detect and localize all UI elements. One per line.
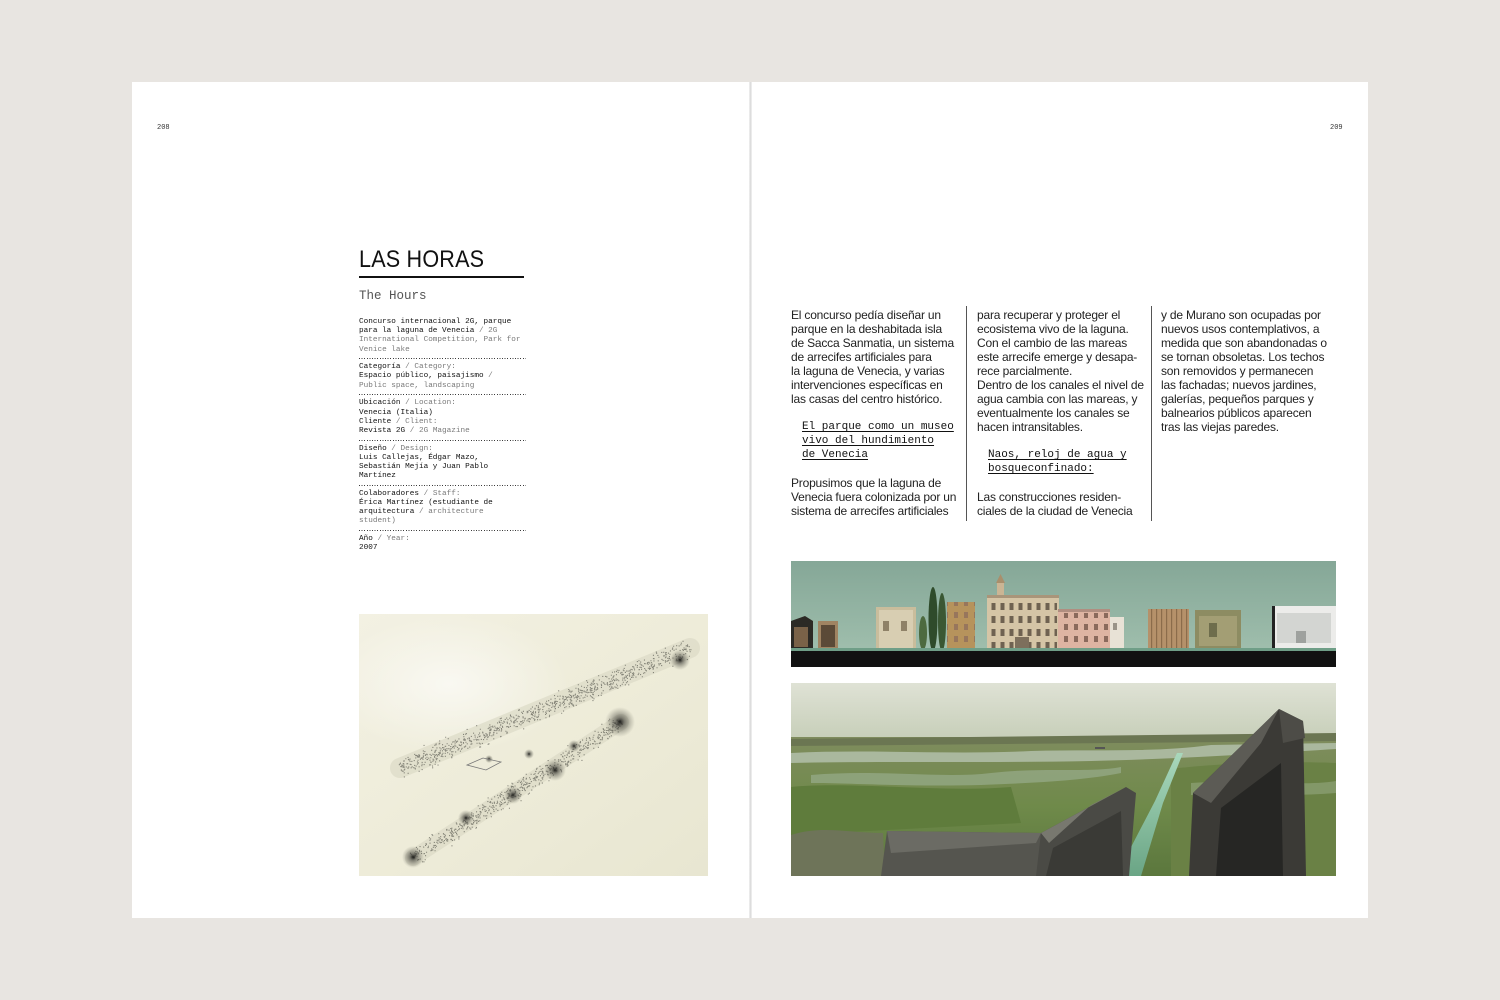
credit-text: Categoría [359,363,401,372]
paragraph-line: de Sacca Sanmatia, un sistema [791,336,954,350]
credit-translation: / 2G Magazine [405,426,470,435]
credit-line [359,544,526,553]
credit-translation: / Category: [400,363,456,372]
credit-translation: / 2G [474,327,498,336]
credit-text: Concurso internacional 2G, parque [359,318,512,326]
spine-fold [749,82,752,918]
paragraph-line: sistema de arrecifes artificiales [791,504,949,518]
credit-text: Venecia (Italia) [359,408,433,417]
paragraph-line: las fachadas; nuevos jardines, [1161,378,1317,392]
credit-line [359,399,526,408]
right-page-number: 209 [1330,124,1343,132]
body-paragraph [791,308,956,406]
paragraph-line: de arrecifes artificiales para [791,350,932,364]
credit-line [359,336,526,345]
subheading-line: Naos, reloj de agua y [988,449,1127,461]
credit-line [359,445,526,454]
paragraph-line: este arrecife emerge y desapa- [977,350,1138,364]
credit-line [359,327,526,336]
section-white-house [1110,617,1124,651]
section-subheading [791,420,956,462]
body-paragraph [977,308,1144,434]
subheading-line: de Venecia [802,449,869,461]
paragraph-line: balnearios públicos aparecen [1161,406,1312,420]
paragraph-line: nuevos usos contemplativos, a [1161,322,1320,336]
section-ochre-house [947,602,975,651]
body-paragraph [791,476,956,518]
section-olive-ruin [1195,610,1241,651]
paragraph-line: rece parcialmente. [977,364,1073,378]
credit-text: Luis Callejas, Édgar Mazo, [359,453,479,462]
credit-line [359,318,526,327]
section-waterline [791,648,1336,651]
paragraph-line: Propusimos que la laguna de [791,476,942,490]
column-divider [1151,306,1152,521]
text-column [791,308,956,518]
paragraph-line: galerías, pequeños parques y [1161,392,1314,406]
credit-line [359,463,526,472]
credit-line [359,382,526,391]
body-paragraph [1161,308,1327,434]
paragraph-line: la laguna de Venecia, y varias [791,364,945,378]
text-column [977,308,1144,518]
paragraph-line: son removidos y permanecen [1161,364,1314,378]
credit-line [359,535,526,544]
credit-translation: Venice lake [359,345,410,354]
credit-line [359,418,526,427]
credit-text: Espacio público, paisajismo [359,372,484,381]
credit-translation: / Staff: [418,489,461,498]
paragraph-line: parque en la deshabitada isla [791,322,942,336]
credit-line [359,427,526,436]
credit-text: Sebastián Mejía y Juan Pablo [359,462,489,471]
credit-text: Colaboradores [359,489,419,498]
paragraph-line: medida que son abandonadas o [1161,336,1327,350]
credit-text: arquitectura [359,508,415,517]
credit-line [359,409,526,418]
credit-text: para la laguna de Venecia [359,327,475,336]
credit-line [359,454,526,463]
paragraph-line: tras las viejas paredes. [1161,420,1279,434]
paragraph-line: Venecia fuera colonizada por un [791,490,957,504]
paragraph-line: Con el cambio de las mareas [977,336,1128,350]
credit-text: Revista 2G [359,426,406,435]
paragraph-line: ciales de la ciudad de Venecia [977,504,1133,518]
credit-text: Diseño [359,444,387,453]
paragraph-line: ecosistema vivo de la laguna. [977,322,1129,336]
section-subheading [977,448,1144,476]
credit-line [359,517,526,526]
paragraph-line: eventualmente los canales se [977,406,1130,420]
credit-line [359,508,526,517]
credit-group [359,531,526,558]
reef-map-figure [359,614,708,876]
paragraph-line: El concurso pedía diseñar un [791,308,941,322]
credit-text: Ubicación [359,399,401,408]
section-pink-house [1058,609,1110,651]
credit-line [359,363,526,372]
credit-text: Cliente [359,417,392,426]
subheading-line: bosqueconfinado: [988,463,1094,475]
section-timber-wall [1148,609,1189,651]
credit-translation: / Location: [400,399,456,408]
paragraph-line: y de Murano son ocupadas por [1161,308,1321,322]
credit-line [359,372,526,381]
credit-group [359,395,526,440]
article-subtitle: The Hours [359,289,427,303]
paragraph-line: las casas del centro histórico. [791,392,943,406]
landscape-sky [791,683,1336,741]
venice-section-elevation [791,561,1336,667]
body-paragraph [977,490,1144,518]
foreground-rubble [791,830,885,876]
credit-translation: International Competition, Park for [359,336,521,345]
credits-list [359,318,526,558]
credit-translation: / Client: [391,417,438,426]
subheading-line: El parque como un museo [802,421,954,433]
paragraph-line: agua cambia con las mareas, y [977,392,1138,406]
credit-text: Año [359,535,373,544]
article-title: LAS HORAS [359,246,485,273]
section-ground [791,651,1336,667]
credit-translation: / Year: [372,535,410,544]
concrete-slab-left [881,831,1046,876]
credit-translation: / Design: [386,444,433,453]
credit-translation: / [483,372,493,381]
distant-boat [1095,747,1105,749]
credit-group [359,486,526,531]
credit-line [359,499,526,508]
paragraph-line: Dentro de los canales el nivel de [977,378,1144,392]
credit-text: 2007 [359,544,378,553]
subheading-line: vivo del hundimiento [802,435,935,447]
credit-translation: student) [359,517,396,526]
credit-group [359,359,526,395]
title-underline [359,276,524,278]
paragraph-line: intervenciones específicas en [791,378,943,392]
section-white-pavilion [1272,606,1336,653]
credit-group [359,318,526,359]
credit-translation: / architecture [414,508,484,517]
credit-line [359,490,526,499]
section-stone-house [876,607,916,651]
left-page-number: 208 [157,124,170,132]
credit-line [359,472,526,481]
paragraph-line: se tornan obsoletas. Los techos [1161,350,1325,364]
paragraph-line: hacen intransitables. [977,420,1083,434]
column-divider [966,306,967,521]
credit-translation: Public space, landscaping [359,381,475,390]
lagoon-landscape-render [791,683,1336,876]
paragraph-line: Las construcciones residen- [977,490,1122,504]
credit-text: Martínez [359,472,396,481]
credit-text: Érica Martínez (estudiante de [359,499,493,507]
credit-group [359,441,526,486]
paragraph-line: para recuperar y proteger el [977,308,1121,322]
credit-line [359,346,526,355]
text-column [1161,308,1327,434]
